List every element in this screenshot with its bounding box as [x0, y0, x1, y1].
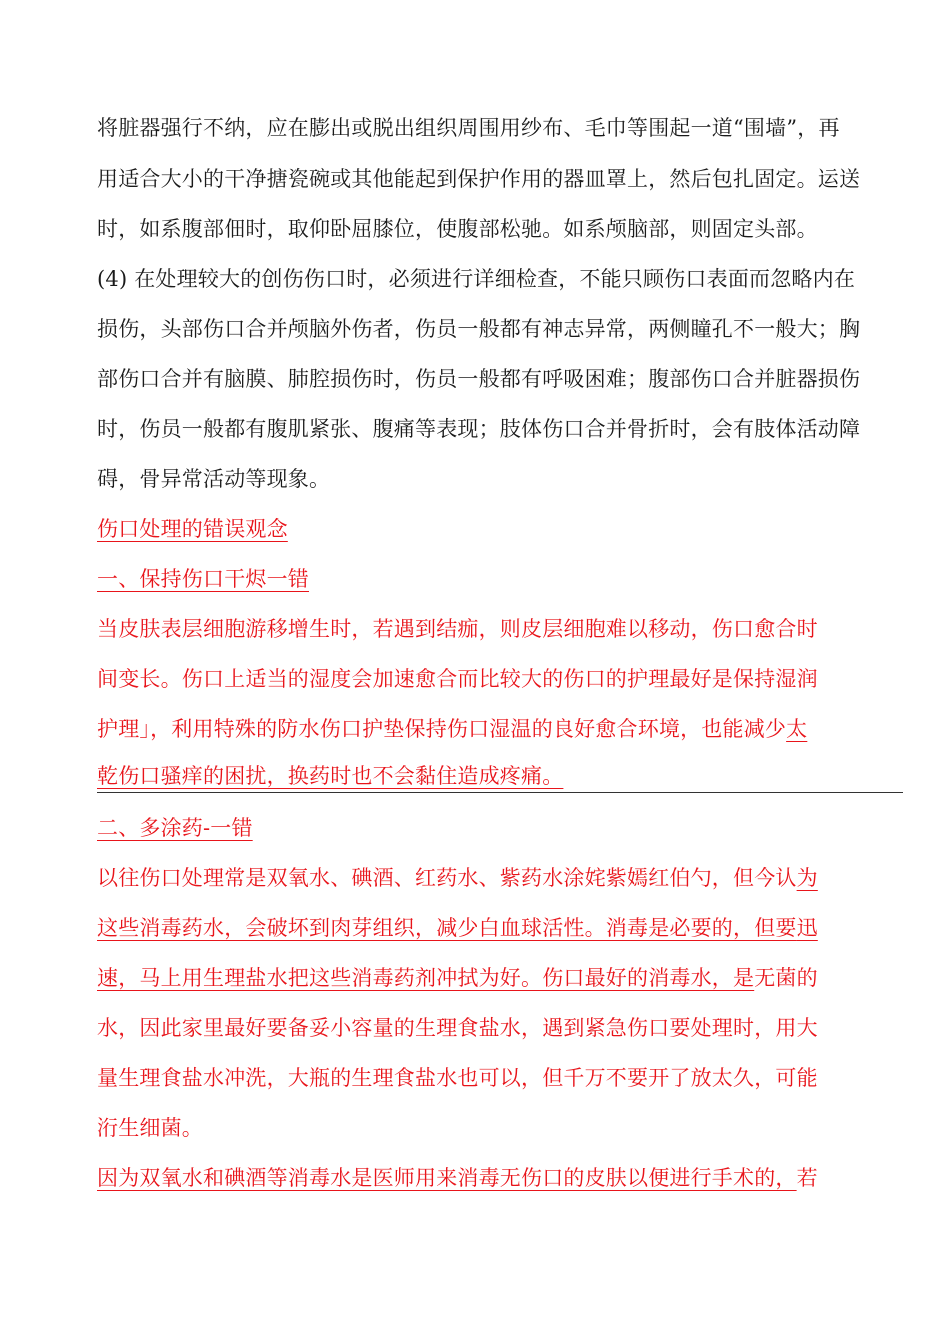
- section-title: [97, 511, 903, 547]
- text-span: 损伤，头部伤口合并颅脑外伤者，伤员一般都有神志异常，两侧瞳孔不一般大；胸: [97, 317, 861, 341]
- text-span: 若: [796, 1166, 818, 1190]
- red-text-line: [97, 910, 903, 946]
- red-text-line: [97, 758, 903, 794]
- body-text-line: [97, 161, 903, 197]
- red-text-line: [97, 711, 903, 747]
- text-span: 洐生细菌。: [97, 1116, 203, 1140]
- underlined-text: 迅: [796, 916, 818, 940]
- red-text-line: [97, 1060, 903, 1096]
- red-text-line: [97, 960, 903, 996]
- text-span: (4) 在处理较大的创伤伤口时，必须进行详细检查，不能只顾伤口表面而忽略内在: [97, 267, 856, 291]
- red-text-line: [97, 1010, 903, 1046]
- body-text-line: [97, 110, 903, 146]
- underlined-text: 这些消毒药水，会破坏到肉芽组织，减少白血球活性。消毒是必要的，但要: [97, 916, 797, 940]
- text-span: 乾伤口骚痒的困扰，换药时也不会黏住造成疼痛。: [97, 764, 564, 788]
- red-text-line: [97, 1110, 903, 1146]
- text-span: 时，如系腹部佃时，取仰卧屈膝位，使腹部松驰。如系颅脑部，则固定头部。: [97, 217, 818, 241]
- text-span: 量生理食盐水冲洗，大瓶的生理食盐水也可以，但千万不要开了放太久，可能: [97, 1066, 818, 1090]
- red-text-line: [97, 661, 903, 697]
- red-text-line: [97, 1160, 903, 1196]
- text-span: 水，因此家里最好要备妥小容量的生理食盐水，遇到紧急伤口要处理时，用大: [97, 1016, 818, 1040]
- body-text-line: [97, 311, 903, 347]
- text-span: 用适合大小的干净搪瓷碗或其他能起到保护作用的器皿罩上，然后包扎固定。运送: [97, 167, 861, 191]
- text-span: 护理」，利用特殊的防水伤口护垫保持伤口湿温的良好愈合环境，也能减少: [97, 717, 787, 741]
- body-text-line: [97, 211, 903, 247]
- text-span: 以往伤口处理常是双氧水、碘酒、红药水、紫药水涂姹紫嫣红伯勺，但今认: [97, 866, 797, 890]
- text-span: 碍，骨异常活动等现象。: [97, 467, 331, 491]
- text-span: 二、多涂药-一错: [97, 816, 253, 840]
- underlined-text: 速，马上用生理盐水把这些消毒药剂冲拭为好。伤口最好的消毒水，是: [97, 966, 755, 990]
- underlined-text: 为: [796, 866, 818, 890]
- horizontal-rule: [97, 792, 903, 793]
- text-span: 无菌的: [754, 966, 818, 990]
- red-text-line: [97, 860, 903, 896]
- underlined-text: 太: [786, 717, 808, 741]
- red-text-line: [97, 611, 903, 647]
- body-text-line: [97, 411, 903, 447]
- text-span: 间变长。伤口上适当的湿度会加速愈合而比较大的伤口的护理最好是保持湿润: [97, 667, 818, 691]
- body-text-line: [97, 261, 903, 297]
- text-span: 时，伤员一般都有腹肌紧张、腹痛等表现；肢体伤口合并骨折时，会有肢体活动障: [97, 417, 861, 441]
- text-span: 伤口处理的错误观念: [97, 517, 288, 541]
- underlined-text: 因为双氧水和碘酒等消毒水是医师用来消毒无伤口的皮肤以便进行手术的，: [97, 1166, 797, 1190]
- body-text-line: [97, 361, 903, 397]
- text-span: 一、保持伤口干烬一错: [97, 567, 309, 591]
- body-text-line: [97, 461, 903, 497]
- text-span: 部伤口合并有脑膜、肺腔损伤时，伤员一般都有呼吸困难；腹部伤口合并脏器损伤: [97, 367, 861, 391]
- text-span: 当皮肤表层细胞游移增生时，若遇到结痂，则皮层细胞难以移动，伤口愈合时: [97, 617, 818, 641]
- text-span: 将脏器强行不纳，应在膨出或脱出组织周围用纱布、毛巾等围起一道“围墙”，再: [97, 116, 840, 140]
- section-heading-2: [97, 810, 903, 846]
- section-heading-1: [97, 561, 903, 597]
